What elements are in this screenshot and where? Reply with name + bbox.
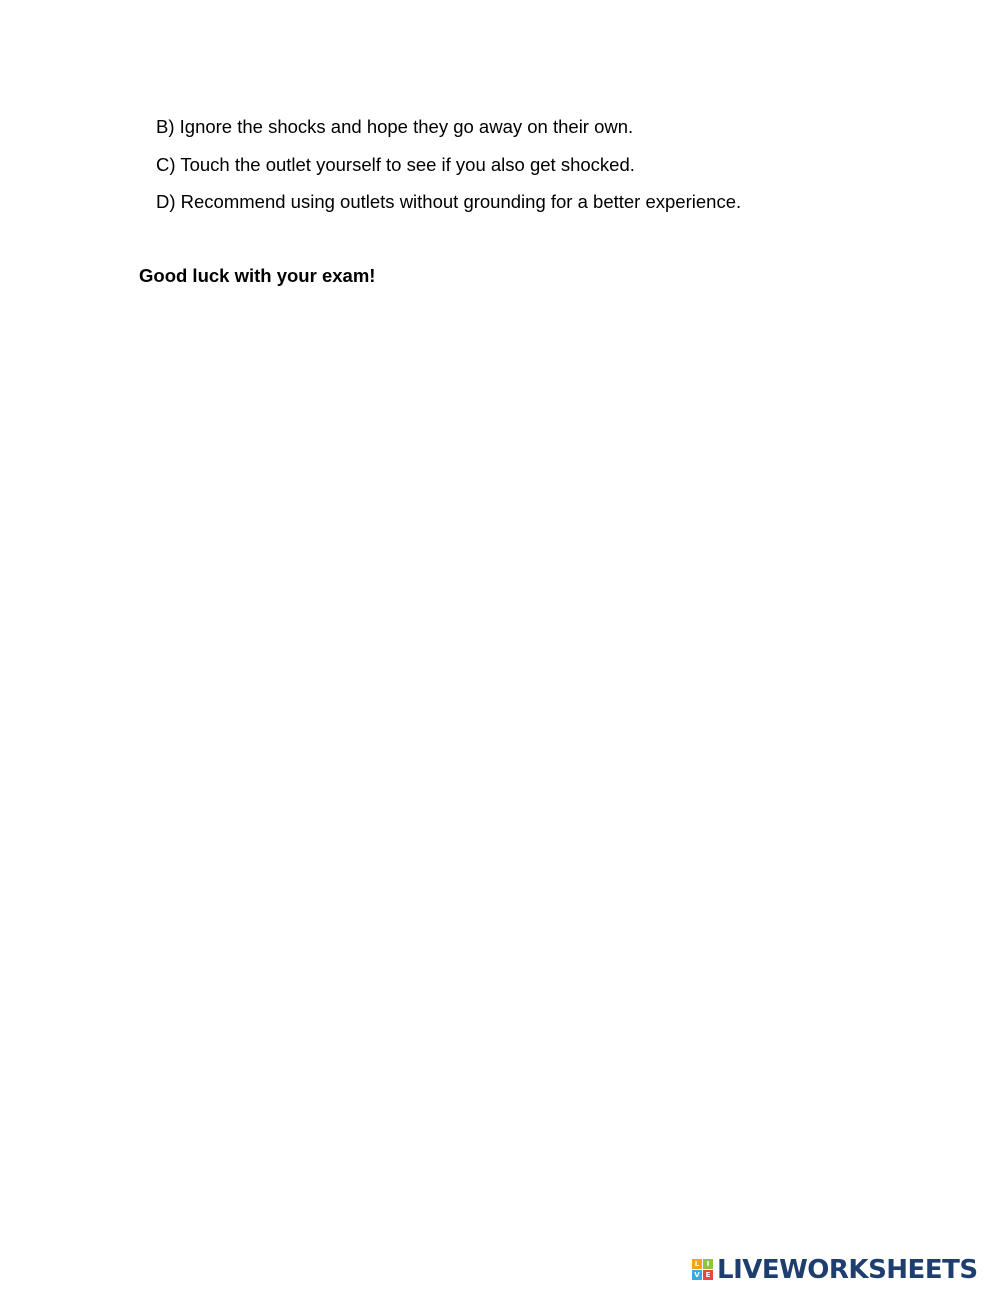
answer-option-d: D) Recommend using outlets without grounding for a better experience.	[156, 191, 742, 212]
liveworksheets-logo	[692, 1256, 978, 1284]
brand-wordmark: LIVEWORKSHEETS	[717, 1255, 978, 1285]
logo-letter-l: L	[692, 1259, 702, 1269]
answer-options-list	[156, 115, 741, 228]
answer-option-b: B) Ignore the shocks and hope they go away on their own.	[156, 116, 634, 137]
logo-mark-icon	[692, 1259, 714, 1281]
logo-letter-i: I	[703, 1259, 713, 1269]
logo-letter-e: E	[703, 1270, 713, 1280]
logo-letter-v: V	[692, 1270, 702, 1280]
answer-option-c: C) Touch the outlet yourself to see if you also get shocked.	[156, 153, 635, 175]
closing-message: Good luck with your exam!	[139, 265, 376, 286]
